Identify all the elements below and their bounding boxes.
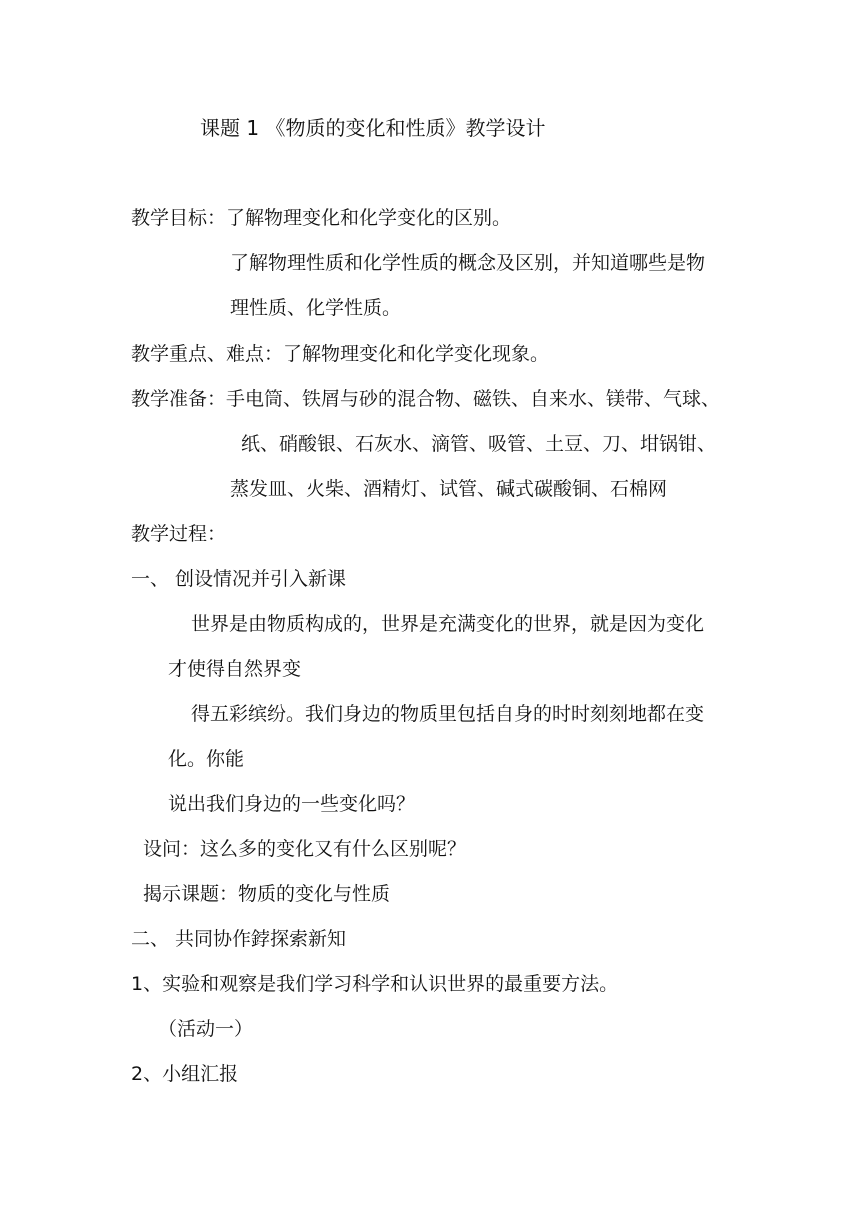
prep-text-3: 蒸发皿、火柴、酒精灯、试管、碱式碳酸铜、石棉网 — [230, 478, 668, 500]
section-1-paragraph-2b: 化。你能 — [168, 748, 245, 770]
keypoints-text: 了解物理变化和化学变化现象。 — [283, 343, 550, 365]
prep-text-2: 纸、硝酸银、石灰水、滴管、吸管、土豆、刀、坩锅钳、 — [241, 433, 717, 455]
goals-text-2: 了解物理性质和化学性质的概念及区别，并知道哪些是物 — [230, 252, 706, 274]
goals-label: 教学目标： — [131, 207, 227, 229]
document-title: 课题 1 《物质的变化和性质》教学设计 — [200, 116, 546, 140]
goals-text-3: 理性质、化学性质。 — [230, 297, 402, 319]
section-2-item-1: 1、实验和观察是我们学习科学和认识世界的最重要方法。 — [131, 973, 619, 995]
section-1-paragraph-1a: 世界是由物质构成的，世界是充满变化的世界，就是因为变化 — [191, 613, 705, 635]
section-2-item-2: 2、小组汇报 — [131, 1063, 239, 1085]
section-1-paragraph-2a: 得五彩缤纷。我们身边的物质里包括自身的时时刻刻地都在变 — [191, 703, 705, 725]
prep-label: 教学准备： — [131, 388, 227, 410]
keypoints-line — [131, 342, 549, 366]
section-1-reveal: 揭示课题：物质的变化与性质 — [143, 883, 391, 905]
prep-text-1: 手电筒、铁屑与砂的混合物、磁铁、自来水、镁带、气球、 — [226, 388, 721, 410]
section-2-heading: 二、 共同协作鋍探索新知 — [131, 928, 347, 950]
section-1-paragraph-1b: 才使得自然界变 — [168, 658, 302, 680]
goals-line-1 — [131, 206, 511, 230]
section-1-question: 设问：这么多的变化又有什么区别呢？ — [143, 838, 467, 860]
section-1-heading: 一、 创设情况并引入新课 — [131, 568, 347, 590]
process-label: 教学过程： — [131, 523, 227, 545]
keypoints-label: 教学重点、难点： — [131, 343, 284, 365]
section-2-activity: （活动一） — [158, 1018, 254, 1040]
prep-line-1 — [131, 387, 720, 411]
section-1-paragraph-3: 说出我们身边的一些变化吗？ — [168, 793, 416, 815]
goals-text-1: 了解物理变化和化学变化的区别。 — [226, 207, 512, 229]
